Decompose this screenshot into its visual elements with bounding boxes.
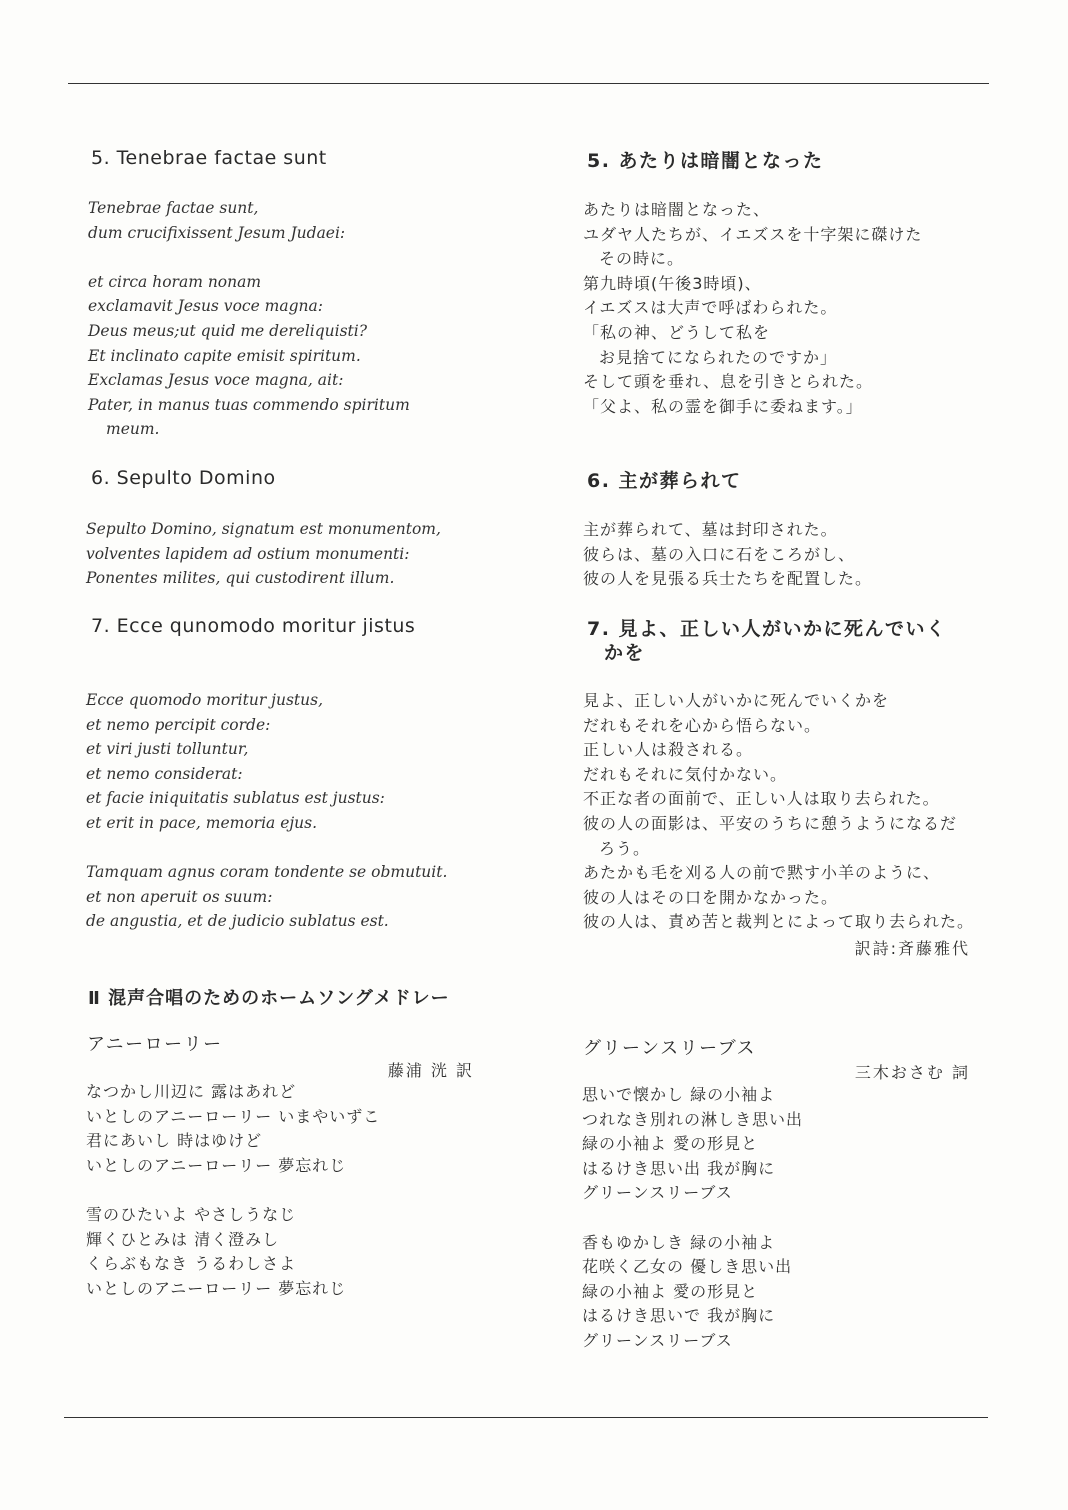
verse-line: イエズスは大声で呼ばわられた。 bbox=[583, 298, 838, 318]
s7-jp-title-line: かを bbox=[604, 642, 646, 664]
stanza-break bbox=[86, 1178, 380, 1203]
verse-line: et nemo considerat: bbox=[86, 764, 243, 783]
verse-line: 雪のひたいよ やさしうなじ bbox=[86, 1204, 297, 1224]
verse-line: 正しい人は殺される。 bbox=[583, 740, 754, 760]
verse-line: 君にあいし 時はゆけど bbox=[86, 1131, 263, 1151]
verse-line: 緑の小袖よ 愛の形見と bbox=[582, 1281, 759, 1301]
verse-line: はるけき思い出 我が胸に bbox=[582, 1158, 776, 1178]
greensleeves-credit: 三木おさむ 詞 bbox=[854, 1063, 970, 1082]
s7-latin-text bbox=[86, 688, 447, 934]
verse-line: だれもそれを心から悟らない。 bbox=[583, 715, 822, 735]
verse-line: exclamavit Jesus voce magna: bbox=[88, 297, 323, 316]
verse-line: dum crucifixissent Jesum Judaei: bbox=[88, 223, 346, 242]
verse-line: et nemo percipit corde: bbox=[86, 715, 271, 734]
verse-line: 主が葬られて、墓は封印された。 bbox=[583, 520, 838, 539]
stanza-break bbox=[86, 836, 447, 861]
translator-credit: 訳詩:斉藤雅代 bbox=[854, 939, 970, 958]
verse-line: 「私の神、どうして私を bbox=[583, 322, 771, 342]
verse-line: ユダヤ人たちが、イエズスを十字架に磔けた bbox=[583, 224, 923, 244]
part2-title: Ⅱ 混声合唱のためのホームソングメドレー bbox=[88, 988, 450, 1009]
s5-jp-text bbox=[583, 198, 922, 419]
stanza-break bbox=[582, 1206, 803, 1231]
verse-line: et circa horam nonam bbox=[88, 272, 262, 291]
s6-latin-title: 6. Sepulto Domino bbox=[91, 467, 276, 489]
verse-line: 思いで懐かし 緑の小袖よ bbox=[582, 1085, 776, 1104]
verse-line: 花咲く乙女の 優しき思い出 bbox=[582, 1257, 793, 1277]
s6-jp-text bbox=[583, 518, 872, 592]
verse-line: 緑の小袖よ 愛の形見と bbox=[582, 1134, 759, 1154]
verse-line: いとしのアニーローリー 夢忘れじ bbox=[86, 1278, 347, 1298]
verse-line: de angustia, et de judicio sublatus est. bbox=[86, 912, 389, 931]
verse-line: Sepulto Domino, signatum est monumentom, bbox=[86, 520, 441, 538]
annie-laurie-title: アニーローリー bbox=[87, 1034, 223, 1055]
verse-line: くらぶもなき うるわしさよ bbox=[86, 1254, 297, 1274]
verse-line: グリーンスリーブス bbox=[582, 1183, 733, 1203]
greensleeves-lyrics bbox=[582, 1083, 803, 1354]
verse-line: Et inclinato capite emisit spiritum. bbox=[88, 346, 361, 365]
greensleeves-title: グリーンスリーブス bbox=[583, 1038, 756, 1059]
verse-line: なつかし川辺に 露はあれど bbox=[86, 1082, 297, 1101]
verse-line: 彼の人は、責め苦と裁判とによって取り去られた。 bbox=[583, 912, 975, 932]
verse-line: 不正な者の面前で、正しい人は取り去られた。 bbox=[583, 789, 940, 809]
top-rule bbox=[68, 83, 989, 84]
verse-line: 輝くひとみは 清く澄みし bbox=[86, 1229, 280, 1249]
stanza-break bbox=[88, 245, 410, 270]
s7-jp-title-line: 7. 見よ、正しい人がいかに死んでいく bbox=[587, 618, 947, 640]
verse-line: その時に。 bbox=[599, 249, 685, 269]
verse-line: 「父よ、私の霊を御手に委ねます。」 bbox=[583, 396, 863, 416]
verse-line: et non aperuit os suum: bbox=[86, 887, 273, 906]
verse-line: 彼の人はその口を開かなかった。 bbox=[583, 887, 839, 907]
verse-line: 見よ、正しい人がいかに死んでいくかを bbox=[583, 691, 890, 710]
verse-line: いとしのアニーローリー いまやいずこ bbox=[86, 1106, 381, 1126]
verse-line: そして頭を垂れ、息を引きとられた。 bbox=[583, 372, 873, 392]
verse-line: Tamquam agnus coram tondente se obmutuit. bbox=[86, 863, 448, 882]
verse-line: お見捨てになられたのですか」 bbox=[599, 347, 838, 367]
verse-line: ろう。 bbox=[599, 838, 651, 858]
s5-jp-title: 5. あたりは暗闇となった bbox=[587, 150, 824, 172]
verse-line: et viri justi tolluntur, bbox=[86, 740, 249, 759]
verse-line: Ecce quomodo moritur justus, bbox=[86, 691, 324, 709]
verse-line: 第九時頃(午後3時頃)、 bbox=[583, 273, 762, 293]
verse-line: 彼の人の面影は、平安のうちに憩うようになるだ bbox=[583, 813, 958, 833]
verse-line: meum. bbox=[106, 420, 160, 439]
annie-laurie-lyrics bbox=[86, 1080, 380, 1301]
s5-latin-text bbox=[88, 196, 410, 442]
verse-line: あたかも毛を刈る人の前で黙す小羊のように、 bbox=[583, 863, 941, 883]
s6-jp-title: 6. 主が葬られて bbox=[587, 470, 742, 492]
verse-line: つれなき別れの淋しき思い出 bbox=[582, 1109, 804, 1129]
verse-line: Deus meus;ut quid me dereliquisti? bbox=[88, 321, 368, 340]
verse-line: だれもそれに気付かない。 bbox=[583, 764, 788, 784]
verse-line: グリーンスリーブス bbox=[582, 1330, 733, 1350]
bottom-rule bbox=[64, 1417, 988, 1418]
verse-line: Tenebrae factae sunt, bbox=[88, 199, 259, 217]
verse-line: あたりは暗闇となった、 bbox=[583, 200, 771, 219]
verse-line: volventes lapidem ad ostium monumenti: bbox=[86, 544, 410, 563]
verse-line: 彼らは、墓の入口に石をころがし、 bbox=[583, 544, 856, 564]
verse-line: 香もゆかしき 緑の小袖よ bbox=[582, 1232, 776, 1252]
verse-line: いとしのアニーローリー 夢忘れじ bbox=[86, 1155, 347, 1175]
verse-line: Exclamas Jesus voce magna, ait: bbox=[88, 371, 344, 390]
s7-jp-text bbox=[583, 689, 974, 935]
verse-line: はるけき思いで 我が胸に bbox=[582, 1306, 776, 1326]
s7-jp-title bbox=[587, 617, 947, 665]
verse-line: et facie iniquitatis sublatus est justus: bbox=[86, 789, 385, 808]
verse-line: 彼の人を見張る兵士たちを配置した。 bbox=[583, 569, 873, 589]
verse-line: Ponentes milites, qui custodirent illum. bbox=[86, 569, 395, 588]
s6-latin-text bbox=[86, 517, 441, 591]
s5-latin-title: 5. Tenebrae factae sunt bbox=[91, 147, 327, 169]
verse-line: Pater, in manus tuas commendo spiritum bbox=[88, 395, 410, 414]
annie-laurie-credit: 藤浦 洸 訳 bbox=[387, 1061, 474, 1080]
verse-line: et erit in pace, memoria ejus. bbox=[86, 813, 318, 832]
s7-latin-title: 7. Ecce qunomodo moritur jistus bbox=[91, 615, 416, 637]
